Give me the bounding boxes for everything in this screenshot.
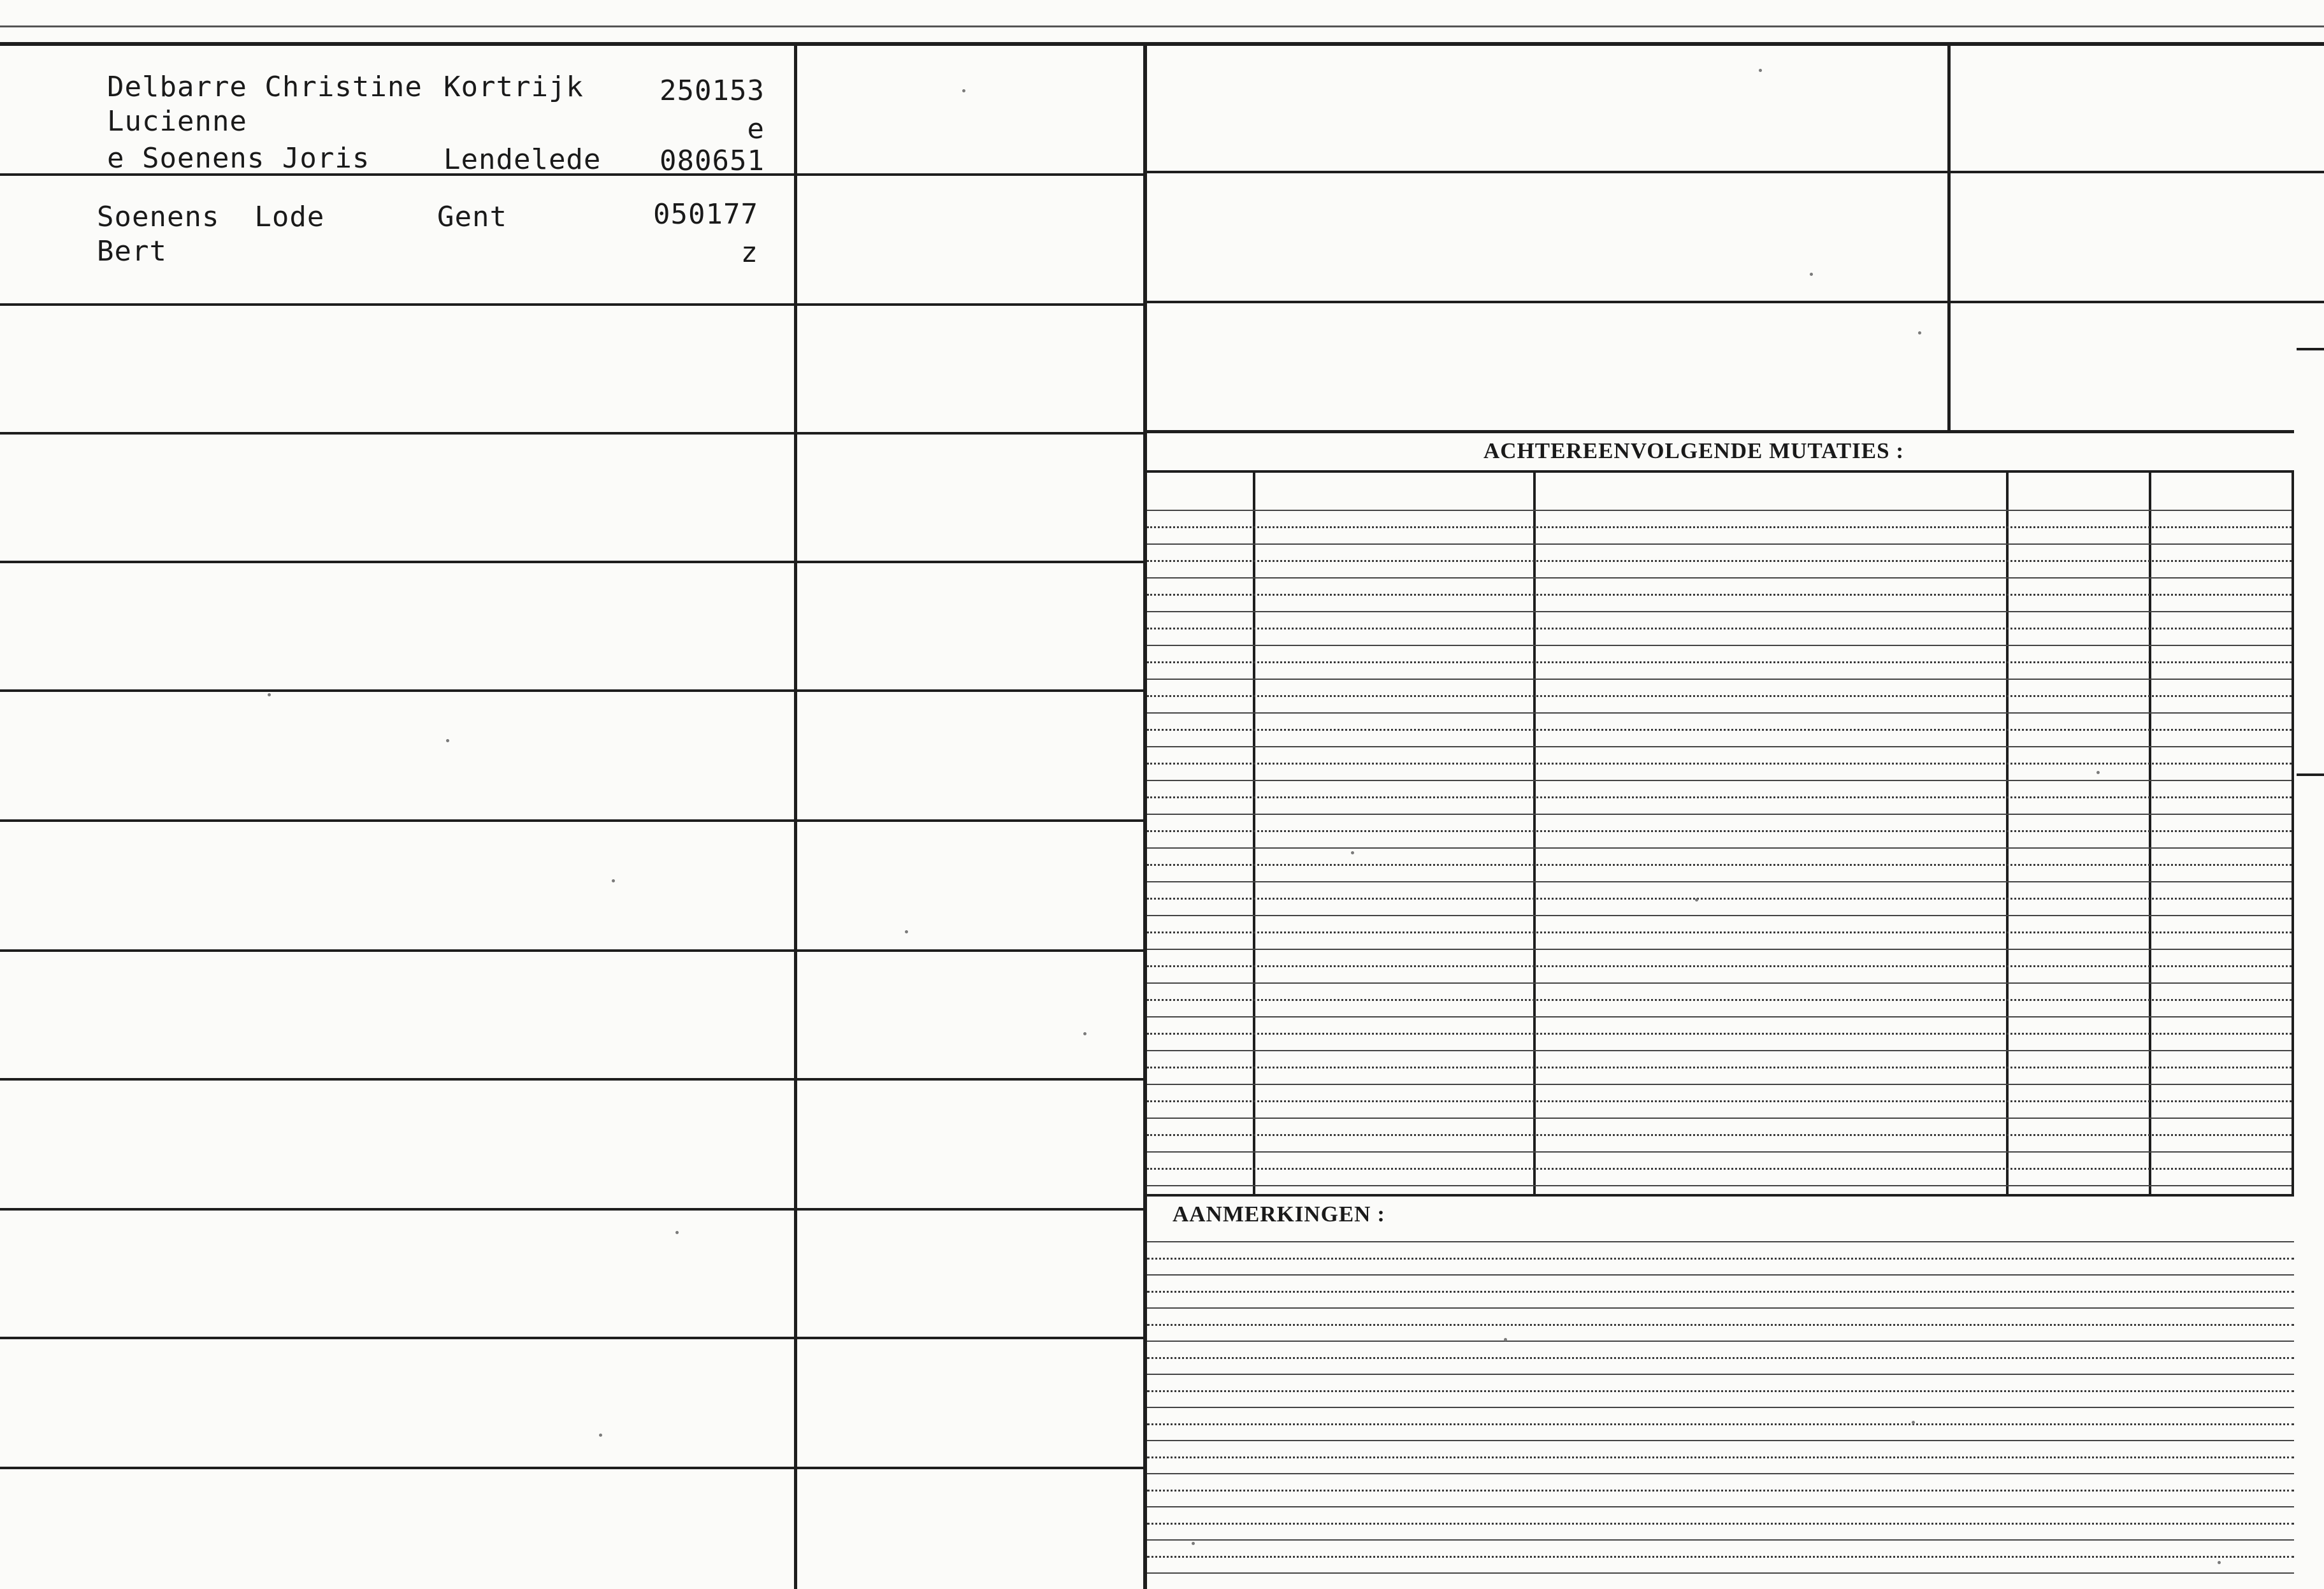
register-row-rule-mid [797,303,1143,306]
remarks-dotted-line [1147,1390,2294,1392]
top-border [0,42,2324,46]
scan-speck [612,879,615,882]
mutations-row-dotted [1147,931,2292,933]
mutations-header-rule [1147,470,2294,473]
remarks-line [1147,1440,2294,1441]
remarks-line [1147,1407,2294,1408]
mutations-row-dotted [1147,898,2292,900]
register-row-rule-mid [797,1467,1143,1469]
scan-speck [1918,331,1921,334]
mutations-row-line [1147,577,2292,579]
entry-1-place-2: Lendelede [444,143,602,176]
mutations-row-dotted [1147,661,2292,663]
entry-2-place-1: Gent [437,201,507,233]
scan-speck [2218,1561,2221,1564]
top-edge-rule [0,25,2324,27]
remarks-line [1147,1307,2294,1309]
register-row-rule [0,819,794,822]
margin-tick-2 [2297,773,2324,776]
mutations-row-line [1147,1151,2292,1153]
mutations-row-line [1147,982,2292,984]
remarks-dotted-line [1147,1324,2294,1326]
entry-1-name-line-2: Lucienne [107,105,247,138]
remarks-line [1147,1572,2294,1574]
scan-speck [1759,69,1762,72]
register-row-rule-mid [797,432,1143,435]
right-row-rule-1 [1147,171,2324,173]
scan-speck [675,1231,679,1234]
scan-speck [1351,851,1354,854]
scan-speck [1810,273,1813,276]
mutations-row-dotted [1147,1033,2292,1035]
register-row-rule [0,561,794,563]
mutations-row-line [1147,645,2292,646]
mutations-row-line [1147,949,2292,950]
register-row-rule-mid [797,1078,1143,1081]
mutations-row-line [1147,1016,2292,1017]
remarks-line [1147,1241,2294,1242]
mutations-row-dotted [1147,999,2292,1001]
entry-1-date-1: 250153 [660,75,765,107]
mutations-row-line [1147,679,2292,680]
mutations-row-line [1147,1118,2292,1119]
scan-speck [268,693,271,696]
register-row-rule [0,1078,794,1081]
register-row-rule-mid [797,819,1143,822]
mutations-column-rule [2292,473,2294,1197]
mutations-row-line [1147,543,2292,545]
entry-1-date-mark: e [747,113,765,145]
scan-speck [1083,1032,1086,1035]
remarks-dotted-line [1147,1423,2294,1425]
entry-2-name-line-1: Soenens Lode [97,201,325,233]
remarks-dotted-line [1147,1291,2294,1293]
register-row-rule [0,1208,794,1211]
right-row-rule-3 [1147,430,2294,433]
mutations-row-dotted [1147,628,2292,629]
mutations-row-dotted [1147,796,2292,798]
mutations-row-line [1147,915,2292,916]
register-row-rule-mid [797,561,1143,563]
column-divider-1 [794,45,797,1589]
mutations-row-line [1147,712,2292,714]
scan-speck [1695,898,1698,902]
entry-1-name-line-3: e Soenens Joris [107,142,370,175]
remarks-title: AANMERKINGEN : [1173,1202,1385,1226]
scan-speck [2097,771,2100,774]
mutations-row-dotted [1147,1067,2292,1068]
remarks-dotted-line [1147,1490,2294,1492]
scan-speck [905,930,908,933]
scan-speck [446,739,449,742]
mutations-row-line [1147,780,2292,781]
mutations-row-line [1147,847,2292,849]
register-row-rule [0,1337,794,1339]
scan-speck [962,89,965,92]
entry-2-name-line-2: Bert [97,235,167,268]
remarks-line [1147,1539,2294,1541]
mutations-row-line [1147,1084,2292,1085]
right-row-rule-2 [1147,301,2324,303]
scan-speck [599,1434,602,1437]
register-row-rule [0,689,794,692]
register-row-rule-mid [797,173,1143,176]
mutations-row-dotted [1147,965,2292,967]
remarks-line [1147,1473,2294,1474]
mutations-row-line [1147,746,2292,747]
mutations-column-rule [1533,473,1536,1197]
mutations-row-line [1147,510,2292,511]
entry-1-date-2: 080651 [660,145,765,177]
remarks-line [1147,1506,2294,1507]
mutations-column-rule [2006,473,2009,1197]
mutations-row-line [1147,611,2292,612]
mutations-row-dotted [1147,1100,2292,1102]
mutations-row-dotted [1147,763,2292,765]
mutations-row-dotted [1147,1134,2292,1136]
mutations-bottom-rule [1147,1194,2294,1197]
mutations-row-line [1147,1050,2292,1051]
column-divider-3 [1947,45,1951,430]
register-row-rule [0,949,794,952]
register-row-rule [0,1467,794,1469]
mutations-column-rule [2149,473,2151,1197]
mutations-row-dotted [1147,1168,2292,1170]
scan-speck [1192,1542,1195,1545]
mutations-row-dotted [1147,830,2292,832]
entry-2-date-mark: z [740,236,758,269]
register-row-rule-mid [797,689,1143,692]
mutations-row-dotted [1147,526,2292,528]
remarks-dotted-line [1147,1556,2294,1558]
margin-tick-1 [2297,348,2324,350]
register-row-rule-mid [797,1208,1143,1211]
remarks-line [1147,1374,2294,1375]
remarks-line [1147,1274,2294,1276]
register-row-rule [0,432,794,435]
mutations-row-line [1147,814,2292,815]
mutations-row-dotted [1147,560,2292,562]
mutations-row-dotted [1147,864,2292,866]
remarks-dotted-line [1147,1357,2294,1359]
scan-speck [1912,1421,1915,1424]
register-row-rule [0,303,794,306]
register-row-rule-mid [797,1337,1143,1339]
entry-2-date-1: 050177 [653,198,758,231]
mutations-row-line [1147,881,2292,882]
remarks-line [1147,1341,2294,1342]
mutations-row-line [1147,1185,2292,1186]
register-row-rule-mid [797,949,1143,952]
mutations-column-rule [1253,473,1255,1197]
remarks-dotted-line [1147,1456,2294,1458]
remarks-dotted-line [1147,1258,2294,1260]
entry-1-name-line-1: Delbarre Christine [107,71,422,103]
mutations-row-dotted [1147,695,2292,697]
scan-speck [1504,1338,1507,1341]
entry-1-place-1: Kortrijk [444,71,584,103]
mutations-row-dotted [1147,594,2292,596]
mutations-title: ACHTEREENVOLGENDE MUTATIES : [1483,438,1904,463]
mutations-row-dotted [1147,729,2292,731]
remarks-dotted-line [1147,1523,2294,1525]
